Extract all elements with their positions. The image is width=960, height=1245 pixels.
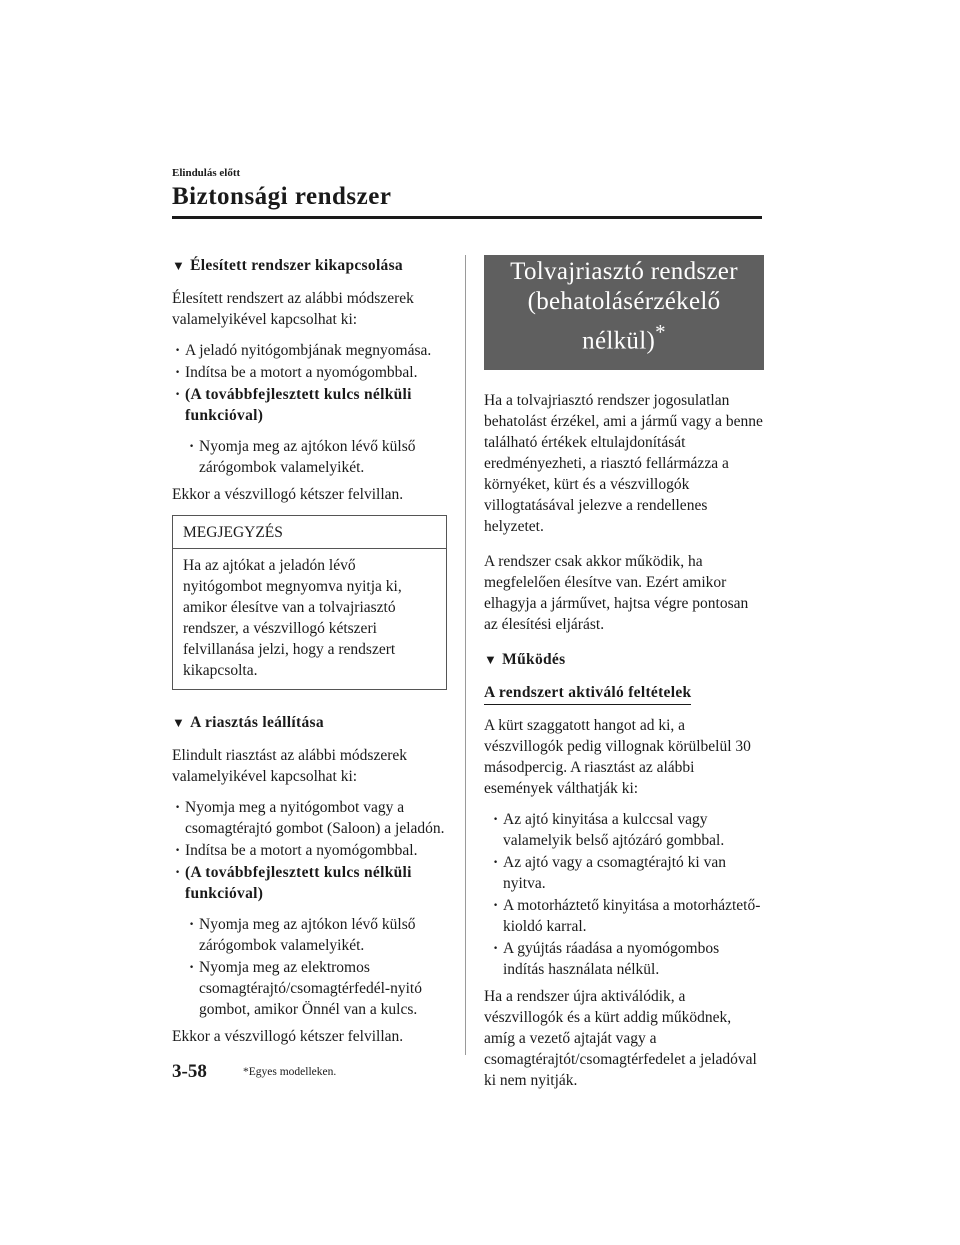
list-item: · Indítsa be a motort a nyomógombbal. [172, 362, 447, 383]
header-divider [172, 216, 762, 219]
bullet-list [172, 797, 447, 904]
section-heading-disarm: ▼ Élesített rendszer kikapcsolása [172, 257, 403, 274]
section-title: Tolvajriasztó rendszer (behatolásérzékelő nélkül) [510, 258, 738, 355]
paragraph: Ekkor a vészvillogó kétszer felvillan. [172, 1028, 404, 1045]
bullet-list [490, 809, 764, 980]
list-item: · Indítsa be a motort a nyomógombbal. [172, 840, 447, 861]
page-title: Biztonsági rendszer [172, 183, 392, 210]
subheading-activation-conditions: A rendszert aktiváló feltételek [484, 682, 691, 705]
paragraph: Élesített rendszert az alábbi módszerek valamelyikével kapcsolhat ki: [172, 290, 414, 328]
section-heading-operation: ▼ Működés [484, 651, 566, 669]
left-column [172, 255, 447, 1057]
paragraph: Ekkor a vészvillogó kétszer felvillan. [172, 486, 404, 503]
note-body: Ha az ajtókat a jeladón lévő nyitógombot megnyomva nyitja ki, amikor élesítve van a tolvajriasztó rendszer, a vészvillogó kétszeri felvillanása jelzi, hogy a rendszert kikapcsolta. [183, 557, 402, 679]
chapter-label: Elindulás előtt [172, 167, 241, 179]
list-item: · A motorháztető kinyitása a motorháztető-kioldó karral. [490, 895, 764, 937]
list-item: · A jeladó nyitógombjának megnyomása. [172, 340, 447, 361]
column-divider [465, 255, 466, 1055]
note-box [172, 515, 447, 690]
right-column [484, 255, 764, 1101]
section-title-box [484, 255, 764, 370]
paragraph: Ha a tolvajriasztó rendszer jogosulatlan behatolást érzékel, ami a jármű vagy a benne található értékek eltulajdonítását eredményezheti, a riasztó fellármázza a környéket, kürt és a vészvillogók villogtatásával jelezve a rendellenes helyzetet. [484, 392, 763, 536]
sub-bullet-list [186, 914, 447, 1020]
triangle-down-icon: ▼ [172, 715, 186, 730]
sub-bullet-list [186, 436, 447, 478]
paragraph: A kürt szaggatott hangot ad ki, a vészvillogók pedig villognak körülbelül 30 másodpercig. A riasztást az alábbi események válthatják ki: [484, 717, 751, 798]
list-item: · Az ajtó vagy a csomagtérajtó ki van nyitva. [490, 852, 764, 894]
note-title: MEGJEGYZÉS [173, 516, 446, 549]
list-item: · Nyomja meg az ajtókon lévő külső zárógombok valamelyikét. [186, 914, 447, 956]
footnote: *Egyes modelleken. [243, 1066, 337, 1078]
list-item: · Az ajtó kinyitása a kulccsal vagy valamelyik belső ajtózáró gombbal. [490, 809, 764, 851]
list-item: · (A továbbfejlesztett kulcs nélküli funkcióval) [172, 862, 447, 904]
list-item: · A gyújtás ráadása a nyomógombos indítás használata nélkül. [490, 938, 764, 980]
bullet-list [172, 340, 447, 426]
paragraph: Ha a rendszer újra aktiválódik, a vészvillogók és a kürt addig működnek, amíg a vezető ajtaját vagy a csomagtérajtót/csomagtérfedelet a jeladóval ki nem nyitják. [484, 988, 757, 1090]
triangle-down-icon: ▼ [172, 258, 186, 273]
list-item: · (A továbbfejlesztett kulcs nélküli funkcióval) [172, 384, 447, 426]
footnote-marker: * [655, 320, 666, 344]
triangle-down-icon: ▼ [484, 652, 498, 668]
section-heading-stop-alarm: ▼ A riasztás leállítása [172, 714, 324, 731]
list-item: · Nyomja meg az ajtókon lévő külső zárógombok valamelyikét. [186, 436, 447, 478]
list-item: · Nyomja meg a nyitógombot vagy a csomagtérajtó gombot (Saloon) a jeladón. [172, 797, 447, 839]
paragraph: A rendszer csak akkor működik, ha megfelelően élesítve van. Ezért amikor elhagyja a járművet, hajtsa végre pontosan az élesítési eljárást. [484, 553, 749, 634]
paragraph: Elindult riasztást az alábbi módszerek valamelyikével kapcsolhat ki: [172, 747, 407, 785]
page-number: 3-58 [172, 1061, 207, 1082]
list-item: · Nyomja meg az elektromos csomagtérajtó/csomagtérfedél-nyitó gombot, amikor Önnél van a kulcs. [186, 957, 447, 1020]
